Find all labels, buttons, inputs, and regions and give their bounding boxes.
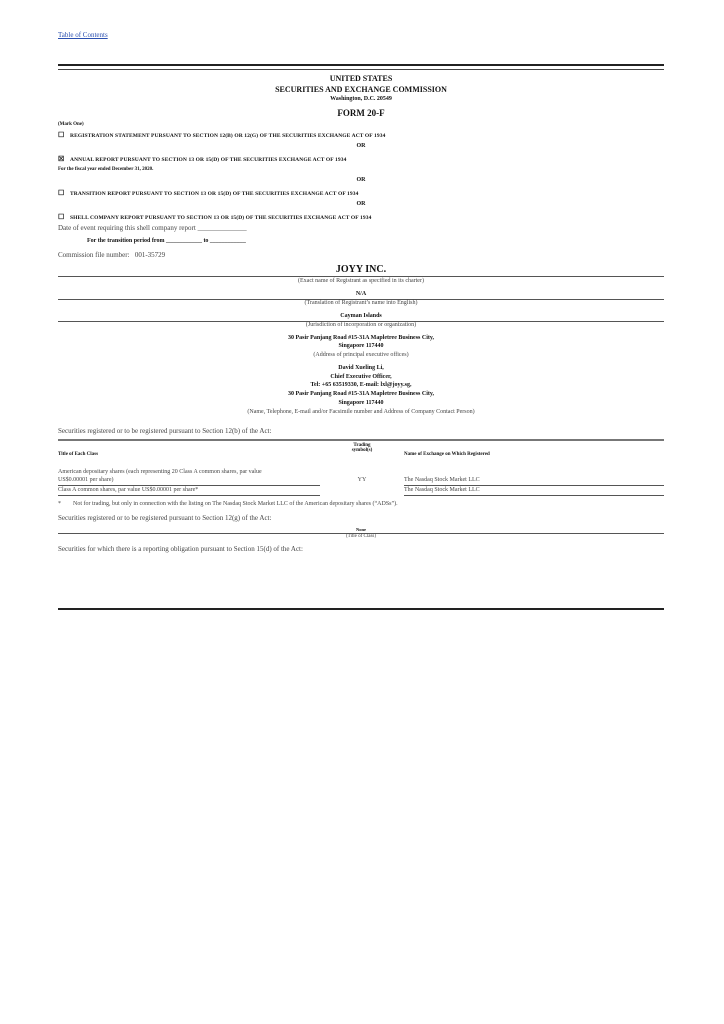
jurisdiction: Cayman Islands xyxy=(340,313,382,319)
row2-class-rule xyxy=(58,495,320,496)
registrant-name-caption: (Exact name of Registrant as specified in its charter) xyxy=(298,278,424,284)
or-separator-2: OR xyxy=(356,177,366,183)
commission-file-label: Commission file number: xyxy=(58,251,130,259)
top-rule-secondary xyxy=(58,69,664,70)
annual-report-label: ANNUAL REPORT PURSUANT TO SECTION 13 OR 15(D) OF THE SECURITIES EXCHANGE ACT OF 1934 xyxy=(70,157,347,163)
top-rule xyxy=(58,64,664,66)
transition-report-checkbox[interactable]: ☐ xyxy=(58,189,65,197)
contact-address-1: 30 Pasir Panjang Road #15-31A Mapletree Business City, xyxy=(287,391,435,397)
bottom-rule xyxy=(58,608,664,610)
section-12g-heading: Securities registered or to be registered pursuant to Section 12(g) of the Act: xyxy=(58,514,272,522)
row1-class-rule xyxy=(58,485,320,486)
registrant-translation: N/A xyxy=(355,291,367,297)
shell-company-label: SHELL COMPANY REPORT PURSUANT TO SECTION 13 OR 15(D) OF THE SECURITIES EXCHANGE ACT OF 1934 xyxy=(70,215,372,221)
col-trading-symbol xyxy=(340,443,384,453)
footnote-text: Not for trading, but only in connection with the listing on The Nasdaq Stock Market LLC of the American depositary shares (“ADSs”). xyxy=(73,501,398,507)
registrant-name-rule xyxy=(58,276,664,277)
row2-class: Class A common shares, par value US$0.00001 per share* xyxy=(58,487,199,493)
contact-address-2: Singapore 117440 xyxy=(338,400,384,406)
col-title-of-class: Title of Each Class xyxy=(58,452,99,457)
header-country: UNITED STATES xyxy=(329,74,393,83)
section-12g-caption: (Title of Class) xyxy=(345,534,377,539)
footnote-mark: * xyxy=(58,501,61,507)
contact-name: David Xueling Li, xyxy=(338,365,384,371)
row1-class-line2: US$0.00001 per share) xyxy=(58,477,114,483)
or-separator-3: OR xyxy=(356,201,366,207)
contact-tel-email: Tel: +65 63519330, E-mail: lxl@joyy.sg, xyxy=(310,382,412,388)
translation-caption: (Translation of Registrant’s name into English) xyxy=(304,300,418,306)
table-of-contents-link[interactable]: Table of Contents xyxy=(58,31,108,39)
table-top-rule xyxy=(58,439,664,441)
col-trading-symbol-line1: Trading xyxy=(353,443,371,448)
registration-checkbox[interactable]: ☐ xyxy=(58,131,65,139)
commission-file-number: 001-35729 xyxy=(134,251,166,259)
transition-period: For the transition period from ____________ to ____________ xyxy=(87,238,246,244)
shell-company-checkbox[interactable]: ☐ xyxy=(58,213,65,221)
commission-file xyxy=(58,251,165,259)
transition-report-label: TRANSITION REPORT PURSUANT TO SECTION 13 OR 15(D) OF THE SECURITIES EXCHANGE ACT OF 1934 xyxy=(70,191,359,197)
registrant-name: JOYY INC. xyxy=(335,264,387,275)
option-annual-report xyxy=(58,155,346,163)
fiscal-year: For the fiscal year ended December 31, 2020. xyxy=(58,167,154,172)
address-line-2: Singapore 117440 xyxy=(338,343,384,349)
option-registration xyxy=(58,131,385,139)
form-title: FORM 20-F xyxy=(337,108,385,118)
row1-exchange-rule xyxy=(404,485,664,486)
address-line-1: 30 Pasir Panjang Road #15-31A Mapletree Business City, xyxy=(287,335,435,341)
row1-exchange: The Nasdaq Stock Market LLC xyxy=(404,477,480,483)
row1-class-line1: American depositary shares (each representing 20 Class A common shares, par value xyxy=(58,469,262,475)
or-separator-1: OR xyxy=(356,143,366,149)
option-shell-company xyxy=(58,213,371,221)
header-location: Washington, D.C. 20549 xyxy=(330,96,392,102)
registration-label: REGISTRATION STATEMENT PURSUANT TO SECTION 12(B) OR 12(G) OF THE SECURITIES EXCHANGE ACT OF 1934 xyxy=(70,133,386,139)
row2-exchange-rule xyxy=(404,495,664,496)
col-trading-symbol-line2: symbol(s) xyxy=(351,448,373,453)
contact-caption: (Name, Telephone, E-mail and/or Facsimile number and Address of Company Contact Person) xyxy=(247,409,475,415)
section-12g-value: None xyxy=(356,527,366,532)
row1-symbol: YY xyxy=(357,477,367,483)
col-exchange: Name of Exchange on Which Registered xyxy=(404,452,490,457)
address-caption: (Address of principal executive offices) xyxy=(313,352,409,358)
shell-event-date: Date of event requiring this shell company report ______________ xyxy=(58,224,247,232)
footnote xyxy=(58,501,398,507)
table-row xyxy=(58,468,320,484)
section-12b-heading: Securities registered or to be registered pursuant to Section 12(b) of the Act: xyxy=(58,427,272,435)
contact-title: Chief Executive Officer, xyxy=(330,374,392,380)
section-15d-heading: Securities for which there is a reporting obligation pursuant to Section 15(d) of the Act: xyxy=(58,545,303,553)
annual-report-checkbox[interactable]: ☒ xyxy=(58,155,65,163)
jurisdiction-caption: (Jurisdiction of incorporation or organization) xyxy=(305,322,417,328)
mark-one: (Mark One) xyxy=(58,122,84,127)
row2-exchange: The Nasdaq Stock Market LLC xyxy=(404,487,480,493)
option-transition-report xyxy=(58,189,358,197)
header-agency: SECURITIES AND EXCHANGE COMMISSION xyxy=(275,85,447,94)
